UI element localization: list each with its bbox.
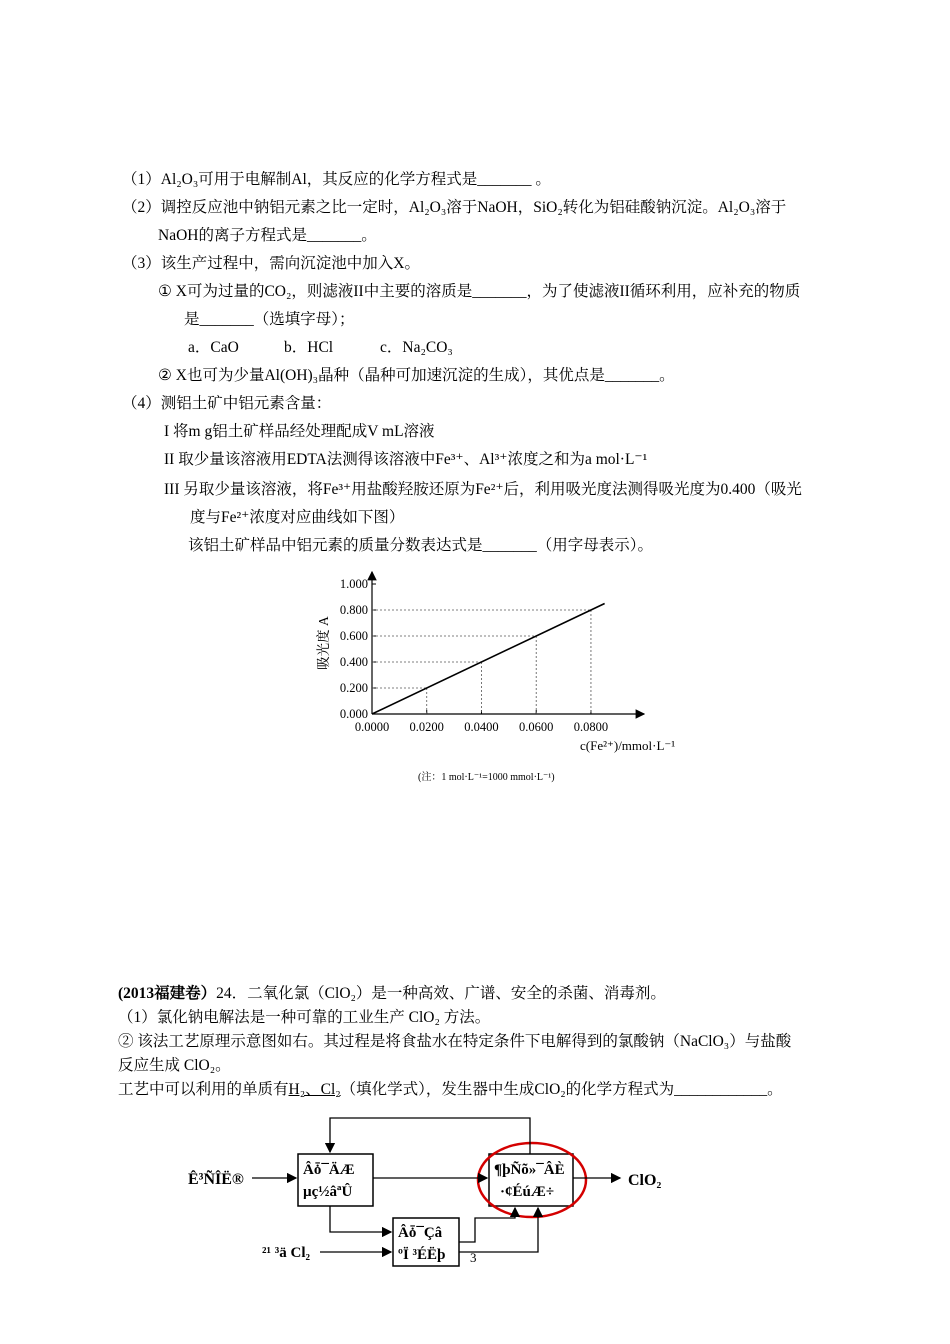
q3-sub1-line1: ① X可为过量的CO₂，则滤液II中主要的溶质是_______，为了使滤液II循环利用，应补充的物质 bbox=[158, 283, 801, 300]
synthesis-label-1: Âȱ¯Çâ bbox=[398, 1225, 443, 1241]
x-tick-label: 0.0200 bbox=[409, 720, 444, 734]
electrolyzer-label-1: Âȱ¯ÄÆ bbox=[303, 1162, 355, 1178]
q3-option-b: b．HCl bbox=[284, 339, 334, 356]
q24-p2-line1: ② 该法工艺原理示意图如右。其过程是将食盐水在特定条件下电解得到的氯酸钠（NaClO₃）与盐酸 bbox=[118, 1033, 792, 1050]
q2-line1: （2）调控反应池中钠铝元素之比一定时，Al₂O₃溶于NaOH，SiO₂转化为铝硅酸钠沉淀。Al₂O₃溶于 bbox=[122, 199, 787, 216]
y-axis-label: 吸光度 A bbox=[316, 616, 331, 670]
page-number: 3 bbox=[470, 1250, 477, 1265]
brine-input-label: Ê³ÑÎË® bbox=[188, 1171, 244, 1188]
q24-p3-suffix: （填化学式），发生器中生成ClO₂的化学方程式为____________。 bbox=[340, 1081, 783, 1098]
y-tick-label: 0.000 bbox=[339, 707, 368, 721]
y-tick-label: 0.600 bbox=[339, 629, 368, 643]
x-axis-label: c(Fe²⁺)/mmol·L⁻¹ bbox=[580, 738, 676, 753]
q24-p3-prefix: 工艺中可以利用的单质有 bbox=[118, 1081, 289, 1098]
q3-option-c: c．Na₂CO₃ bbox=[380, 339, 453, 356]
q4-step3-line2: 度与Fe²⁺浓度对应曲线如下图） bbox=[190, 509, 405, 526]
electrolyzer-label-2: µç½âªÛ bbox=[303, 1184, 353, 1200]
q24-p1: （1）氯化钠电解法是一种可靠的工业生产 ClO₂ 方法。 bbox=[118, 1009, 491, 1026]
x-tick-label: 0.0400 bbox=[464, 720, 499, 734]
process-diagram bbox=[170, 1110, 730, 1280]
generator-label-2: ·¢ÉúÆ÷ bbox=[500, 1184, 555, 1200]
q4-step3-line1: III 另取少量该溶液，将Fe³⁺用盐酸羟胺还原为Fe²⁺后，利用吸光度法测得吸光度为0.400（吸光 bbox=[164, 481, 802, 498]
absorbance-chart bbox=[300, 570, 676, 760]
q24-p3 bbox=[118, 1080, 783, 1100]
series-line bbox=[372, 604, 605, 715]
x-tick-label: 0.0800 bbox=[573, 720, 609, 734]
q1-text: （1）Al₂O₃可用于电解制Al，其反应的化学方程式是_______ 。 bbox=[122, 171, 551, 188]
y-tick-label: 0.200 bbox=[339, 681, 368, 695]
chart-note: (注：1 mol·L⁻¹=1000 mmol·L⁻¹) bbox=[418, 772, 555, 783]
q3-sub2: ② X也可为少量Al(OH)₃晶种（晶种可加速沉淀的生成），其优点是_______。 bbox=[158, 367, 675, 384]
q24-stem: 24．二氧化氯（ClO₂）是一种高效、广谱、安全的杀菌、消毒剂。 bbox=[216, 985, 666, 1002]
q4-intro: （4）测铝土矿中铝元素含量： bbox=[122, 395, 332, 412]
q3-sub1-line2: 是_______（选填字母）； bbox=[184, 311, 355, 328]
y-tick-label: 0.400 bbox=[339, 655, 368, 669]
q24-source: (2013福建卷） bbox=[118, 985, 217, 1002]
synthesis-label-2: ºÏ ³ÉËþ bbox=[398, 1247, 446, 1263]
x-tick-label: 0.0000 bbox=[354, 720, 390, 734]
x-tick-label: 0.0600 bbox=[519, 720, 554, 734]
q24-header bbox=[118, 984, 666, 1004]
generator-label-1: ¶þÑõ»¯ÂÈ bbox=[494, 1162, 565, 1178]
q4-step2: II 取少量该溶液用EDTA法测得该溶液中Fe³⁺、Al³⁺浓度之和为a mol·L⁻¹ bbox=[164, 451, 648, 468]
y-tick-label: 1.000 bbox=[339, 577, 368, 591]
q4-step1: I 将m g铝土矿样品经处理配成V mL溶液 bbox=[164, 423, 435, 440]
q24-p3-answer: H₂、Cl₂ bbox=[288, 1081, 341, 1098]
q3-option-a: a．CaO bbox=[188, 339, 239, 356]
q2-line2: NaOH的离子方程式是_______。 bbox=[158, 227, 377, 244]
y-tick-label: 0.800 bbox=[339, 603, 368, 617]
clo2-output-label: ClO₂ bbox=[628, 1172, 662, 1189]
q3-intro: （3）该生产过程中，需向沉淀池中加入X。 bbox=[122, 255, 420, 272]
q24-p2-line2: 反应生成 ClO₂。 bbox=[118, 1057, 231, 1074]
cl2-supply-label: ²¹ ³ä Cl₂ bbox=[262, 1245, 310, 1261]
q4-ask: 该铝土矿样品中铝元素的质量分数表达式是_______（用字母表示）。 bbox=[188, 537, 654, 554]
